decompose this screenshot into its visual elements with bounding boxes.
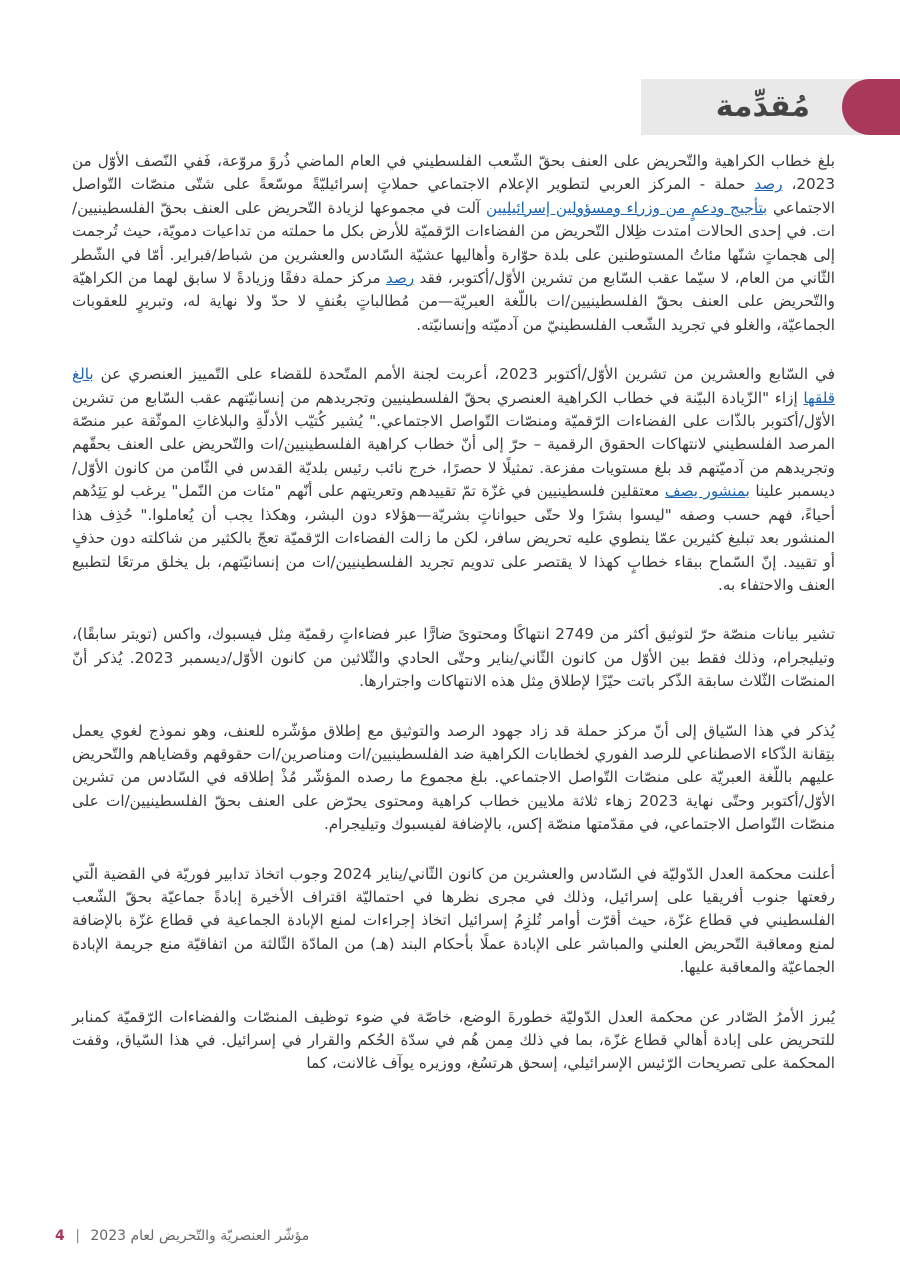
page-title: مُقدِّمة [715,89,810,124]
paragraph-p5 [72,863,835,980]
page-footer [55,1224,309,1248]
paragraph-text: إزاء "الزّيادة البيّنة في خطاب الكراهية العنصري بحقّ الفلسطينيين وتجريدهم من إنسانيّتهم عقب السّابع من تشرين الأوّل/أكتوبر بالذّات على الفضاءات الرّقميّة ومنصّات التّواصل الاجتماعي." يُشير كُتيّب الأدلّةِ والبلاغاتِ الموثّقة عبر منصّة المرصد الفلسطيني لانتهاكات الحقوق الرقمية – حرّ إلى أنّ خطاب كراهية الفلسطينيين/ات والتّحريض على العنف بحقّهم وتجريدهم من آدميّتهم قد بلغ مستويات مفزعة. تمثيلًا لا حصرًا، خرج نائب رئيس بلديّة القدس في الثّامن من كانون الأوّل/ديسمبر علينا [72,388,836,501]
paragraph-text: بلغ خطاب الكراهية والتّحريض على العنف بحقّ الشّعب الفلسطيني في العام الماضي ذُروً مروّعة، فَفي النّصف الأوّل من 2023، [72,152,835,194]
inline-link[interactable]: رصد [754,175,783,194]
paragraph-p4 [72,720,835,837]
paragraph-text: حملة - المركز العربي لتطوير الإعلام الاجتماعي حملاتٍ إسرائيليّةً موسّعةً على شتّى منصّات التّواصل الاجتماعي [72,175,835,217]
inline-link[interactable]: رصد [386,269,415,288]
paragraph-text: معتقلين فلسطينيين في غزّة تمّ تقييدهم وتعريتهم على أنّهم "مئات من النّمل" يرغب لو يَئِدُهم أحياءً، فهم حسب وصفه "ليسوا بشرًا ولا حتّى حيواناتٍ بشريّة—هؤلاء دون البشر، وهكذا يجب أن يُعاملوا." حُذِف هذا المنشور بعد تبليغ كثيرين عمّا ينطوي عليه تحريض سافر، لكن ما زالت الفضاءات الرّقميّة تعجّ بالكثير من شاكلته دون حذفٍ أو تقييد. إنّ السّماح ببقاء خطابٍ كهذا لا يقتصر على تدويم تجريد الفلسطينيين/ات من إنسانيّتهم، بل يخلق مرتعًا لتطبيع العنف والاحتفاء به. [72,482,835,594]
inline-link[interactable]: بالغ قلقها [72,365,835,407]
body-text [72,150,835,1102]
paragraph-text: تشير بيانات منصّة حرّ لتوثيق أكثر من 2749 انتهاكًا ومحتوىً ضارًّا عبر فضاءاتٍ رقميّة مِثل فيسبوك، واكس (تويتر سابقًا)، وتيليجرام، وذلك فقط بين الأوّل من كانون الثّاني/يناير وحتّى الحادي والثّلاثين من كانون الأوّل/ديسمبر 2023. يُذكر أنّ المنصّات الثّلاث سابقة الذّكر باتت حيّزًا لإطلاق مِثل هذه الانتهاكات واجترارها. [72,625,835,691]
title-accent-tab [842,79,900,135]
paragraph-text: يُذكر في هذا السّياق إلى أنّ مركز حملة قد زاد جهود الرصد والتوثيق مع إطلاق مؤشّره للعنف، وهو نموذج لغوي يعمل بتِقانة الذّكاء الاصطناعي للرصد الفوري لخطابات الكراهية ضد الفلسطينيين/ات ومناصرين/ات حقوقهم وقضاياهم والتّحريض عليهم باللّغة العبريّة على منصّات التّواصل الاجتماعي. بلغ مجموع ما رصده المؤشّر مُذْ إطلاقه في السّادس من تشرين الأوّل/أكتوبر وحتّى نهاية 2023 زهاء ثلاثة ملايين خطاب كراهية ومحتوى يحرّض على العنف بحقّ الفلسطينيين/ات على منصّات التّواصل الاجتماعي، في مقدّمتها منصّة إكس، بالإضافة لفيسبوك وتيليجرام. [72,721,836,834]
paragraph-text: أعلنت محكمة العدل الدّوليّة في السّادس والعشرين من كانون الثّاني/يناير 2024 وجوب اتخاذ تدابير فوريّة في القضية الّتي رفعتها جنوب أفريقيا على إسرائيل، وذلك في مجرى نظرها في احتماليّة اقتراف الأخيرة إبادةً جماعيّة بحقّ الشّعب الفلسطيني في قطاع غزّة، حيث أقرّت أوامر تُلزِمُ إسرائيل اتخاذ إجراءات لمنع الإبادة الجماعية في قطاع غزّة بالإضافة لمنع ومعاقبة التّحريض العلني والمباشر على الإبادة عملًا بأحكام البند (هـ) من المادّة الثّالثة من اتفاقيّة منع جريمة الإبادة الجماعيّة والمعاقبة عليها. [72,864,835,977]
paragraph-p2 [72,363,835,597]
inline-link[interactable]: بمنشور يصف [664,482,750,501]
paragraph-p1 [72,150,835,337]
paragraph-p6 [72,1006,835,1076]
report-title: مؤشّر العنصريّة والتّحريض لعام 2023 [90,1228,310,1244]
paragraph-text: آلت في مجموعها لزيادة التّحريض على العنف بحقّ الفلسطينيين/ات. في إحدى الحالات امتدت ظِلال التّحريض من الفضاءات الرّقميّة للأرض بكل ما حملته من تداعيات دمويّة، حيث تُرجمت إلى هجماتٍ شنّها مئاتُ المستوطنين على بلدة حوّارة وأهاليها عشيّة السّادس والعشرين من شباط/فبراير. أمّا في الشّطر الثّاني من العام، لا سيّما عقب السّابع من تشرين الأوّل/أكتوبر، فقد [72,198,836,288]
paragraph-p3 [72,623,835,693]
footer-separator: | [75,1228,80,1244]
paragraph-text: في السّابع والعشرين من تشرين الأوّل/أكتوبر 2023، أعربت لجنة الأمم المتّحدة للقضاء على التّمييز العنصري عن [93,365,836,384]
paragraph-text: مركز حملة دفقًا وزيادةً لا سابق لهما من الكراهيّة والتّحريض على العنف بحقّ الفلسطينيين/ات باللّغة العبريّة—من مُطالباتٍ بعُنفٍ لا حدّ ولا نهاية له، وتبريرٍ للعقوبات الجماعيّة، والغلو في تجريد الشّعب الفلسطينيّ من آدميّته وإنسانيّته. [72,269,835,334]
paragraph-text: يُبرز الأمرُ الصّادر عن محكمة العدل الدّوليّة خطورةَ الوضع، خاصّة في ضوء توظيف المنصّات والفضاءات الرّقميّة كمنابر للتحريض على إبادة أهالي قطاع غزّة، بما في ذلك مِمن هُم في سدّة الحُكم والقرار في إسرائيل. في هذا السّياق، وقفت المحكمة على تصريحات الرّئيس الإسرائيلي، إسحق هرتسُغ، ووزيره يوآف غالانت، كما [72,1007,835,1073]
inline-link[interactable]: بتأجيج ودعمٍ من وزراء ومسؤولين إسرائيليين [486,198,768,217]
page-number: 4 [55,1228,65,1244]
